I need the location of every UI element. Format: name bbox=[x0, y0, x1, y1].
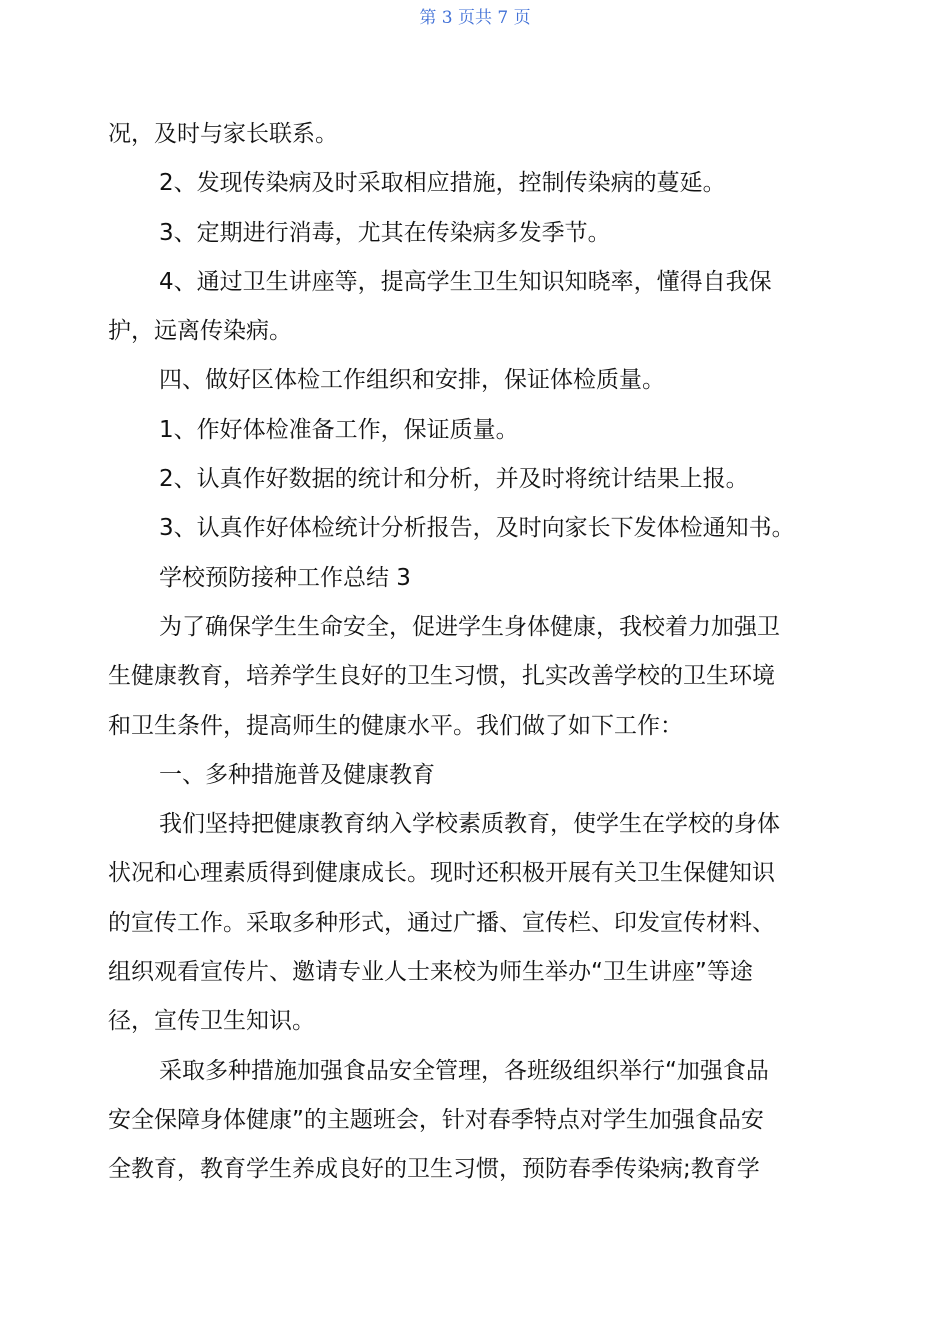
text-line: 安全保障身体健康”的主题班会，针对春季特点对学生加强食品安 bbox=[108, 1106, 764, 1133]
text-line: 2、发现传染病及时采取相应措施，控制传染病的蔓延。 bbox=[159, 170, 726, 197]
text-line: 四、做好区体检工作组织和安排，保证体检质量。 bbox=[159, 367, 665, 394]
text-line: 为了确保学生生命安全，促进学生身体健康，我校着力加强卫 bbox=[159, 613, 780, 640]
text-line: 状况和心理素质得到健康成长。现时还积极开展有关卫生保健知识 bbox=[108, 860, 775, 887]
text-line: 的宣传工作。采取多种形式，通过广播、宣传栏、印发宣传材料、 bbox=[108, 909, 775, 936]
text-line: 4、通过卫生讲座等，提高学生卫生知识知晓率，懂得自我保 bbox=[159, 268, 772, 295]
text-line: 护，远离传染病。 bbox=[108, 318, 292, 345]
text-line: 2、认真作好数据的统计和分析，并及时将统计结果上报。 bbox=[159, 466, 749, 493]
document-body bbox=[108, 110, 838, 1195]
text-line: 1、作好体检准备工作，保证质量。 bbox=[159, 416, 519, 443]
text-line: 全教育，教育学生养成良好的卫生习惯，预防春季传染病;教育学 bbox=[108, 1156, 760, 1183]
text-line: 学校预防接种工作总结 3 bbox=[159, 564, 411, 591]
text-line: 径，宣传卫生知识。 bbox=[108, 1008, 315, 1035]
text-line: 采取多种措施加强食品安全管理，各班级组织举行“加强食品 bbox=[159, 1057, 769, 1084]
text-line: 生健康教育，培养学生良好的卫生习惯，扎实改善学校的卫生环境 bbox=[108, 663, 775, 690]
text-line: 组织观看宣传片、邀请专业人士来校为师生举办“卫生讲座”等途 bbox=[108, 959, 753, 986]
text-line: 一、多种措施普及健康教育 bbox=[159, 761, 435, 788]
text-line: 我们坚持把健康教育纳入学校素质教育，使学生在学校的身体 bbox=[159, 811, 780, 838]
text-line: 和卫生条件，提高师生的健康水平。我们做了如下工作： bbox=[108, 712, 683, 739]
text-line: 况，及时与家长联系。 bbox=[108, 121, 338, 147]
text-line: 3、认真作好体检统计分析报告，及时向家长下发体检通知书。 bbox=[159, 515, 795, 542]
page-number-header: 第 3 页共 7 页 bbox=[419, 8, 531, 28]
text-line: 3、定期进行消毒，尤其在传染病多发季节。 bbox=[159, 219, 611, 246]
